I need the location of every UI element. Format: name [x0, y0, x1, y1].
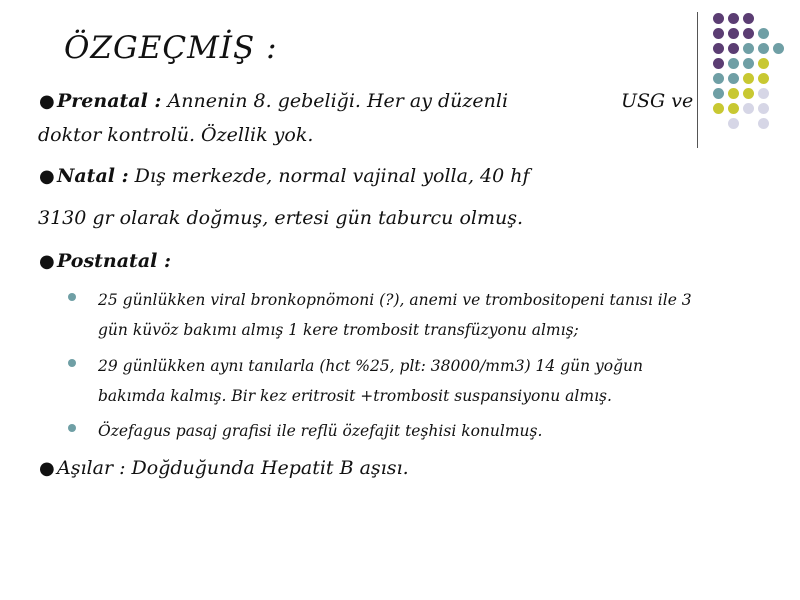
decor-dot [743, 28, 754, 39]
sub-bullet-icon [68, 293, 76, 301]
decor-dot [773, 43, 784, 54]
decor-dot [758, 43, 769, 54]
decor-dot [713, 103, 724, 114]
postnatal-bullet-line [39, 250, 171, 272]
decor-dot [728, 43, 739, 54]
postnatal-item-line: gün küvöz bakımı almış 1 kere trombosit transfüzyonu almış; [98, 321, 579, 339]
asilar-bullet-line [39, 457, 409, 479]
bullet-icon: ● [39, 458, 55, 479]
decor-dot [758, 58, 769, 69]
sub-bullet-icon [68, 424, 76, 432]
bullet-icon: ● [39, 251, 55, 272]
decor-dot [728, 73, 739, 84]
postnatal-label: Postnatal : [57, 250, 171, 272]
decorative-dot-grid [0, 0, 800, 140]
decor-dot [758, 118, 769, 129]
decor-dot [758, 73, 769, 84]
natal-continuation: 3130 gr olarak doğmuş, ertesi gün taburcu olmuş. [38, 207, 524, 229]
decor-dot [728, 103, 739, 114]
postnatal-item [98, 351, 758, 411]
decor-dot [713, 73, 724, 84]
decor-dot [743, 43, 754, 54]
prenatal-text: Annenin 8. gebeliği. Her ay düzenli [167, 90, 509, 112]
decor-dot [713, 88, 724, 99]
natal-bullet-line [39, 165, 530, 187]
natal-text: Dış merkezde, normal vajinal yolla, 40 hf [134, 165, 530, 187]
decor-dot [743, 13, 754, 24]
bullet-icon: ● [39, 166, 55, 187]
postnatal-item-line: bakımda kalmış. Bir kez eritrosit +trombosit suspansiyonu almış. [98, 387, 612, 405]
decor-dot [728, 88, 739, 99]
decor-dot [728, 28, 739, 39]
decor-dot [743, 73, 754, 84]
postnatal-item [98, 416, 758, 446]
decor-dot [728, 118, 739, 129]
prenatal-bullet-line [39, 90, 509, 112]
prenatal-text-right: USG ve [621, 90, 694, 112]
decor-dot [713, 58, 724, 69]
postnatal-item-line: 29 günlükken aynı tanılarla (hct %25, plt: 38000/mm3) 14 gün yoğun [98, 357, 643, 375]
natal-label: Natal : [57, 165, 129, 187]
decor-dot [743, 103, 754, 114]
decor-dot [728, 58, 739, 69]
slide-title: ÖZGEÇMİŞ : [64, 30, 278, 66]
asilar-text: Aşılar : Doğduğunda Hepatit B aşısı. [57, 457, 409, 479]
decor-dot [728, 13, 739, 24]
postnatal-item-line: 25 günlükken viral bronkopnömoni (?), anemi ve trombositopeni tanısı ile 3 [98, 291, 692, 309]
sub-bullet-icon [68, 359, 76, 367]
bullet-icon: ● [39, 91, 55, 112]
prenatal-label: Prenatal : [57, 90, 162, 112]
decor-dot [713, 43, 724, 54]
decor-dot [758, 88, 769, 99]
prenatal-continuation: doktor kontrolü. Özellik yok. [38, 124, 314, 146]
decor-dot [743, 58, 754, 69]
decor-dot [758, 103, 769, 114]
decor-dot [713, 28, 724, 39]
decor-dot [713, 13, 724, 24]
decor-dot [758, 28, 769, 39]
postnatal-item [98, 285, 758, 345]
decor-dot [743, 88, 754, 99]
postnatal-item-line: Özefagus pasaj grafisi ile reflü özefajit teşhisi konulmuş. [98, 422, 543, 440]
decorative-vertical-line [697, 12, 698, 148]
